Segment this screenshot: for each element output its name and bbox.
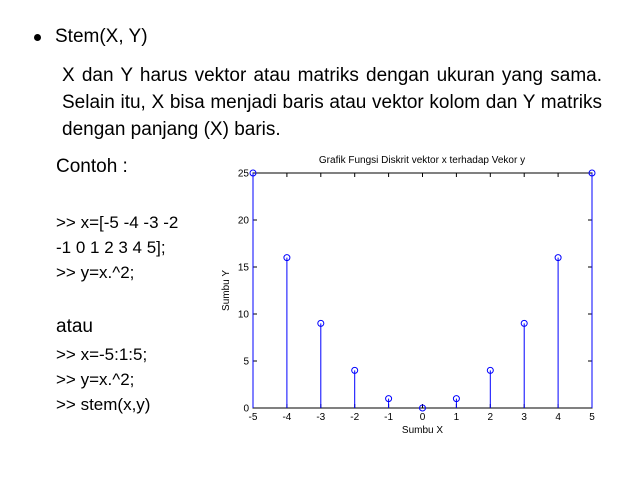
x-axis-label: Sumbu X (401, 425, 444, 436)
x-tick-label: -4 (282, 412, 292, 423)
code-block-2 (56, 342, 150, 417)
x-tick-label: 5 (589, 412, 595, 423)
code-block-1 (56, 210, 178, 285)
y-tick-label: 5 (243, 356, 249, 368)
description-paragraph: X dan Y harus vektor atau matriks dengan ukuran yang sama. Selain itu, X bisa menjadi baris atau vektor kolom dan Y matriks dengan panjang (X) baris. (62, 65, 602, 140)
x-tick-label: -3 (316, 412, 326, 423)
bullet-text: Stem(X, Y) (55, 26, 148, 47)
x-tick-label: -1 (384, 412, 394, 423)
code-line: >> stem(x,y) (56, 395, 151, 414)
bullet-dot-icon (34, 34, 41, 41)
x-tick-label: 3 (521, 412, 527, 423)
chart-title: Grafik Fungsi Diskrit vektor x terhadap Vekor y (318, 155, 526, 166)
y-tick-label: 15 (237, 262, 249, 274)
y-tick-label: 20 (237, 215, 249, 227)
x-tick-label: 0 (419, 412, 426, 423)
stem-chart (212, 152, 612, 442)
code-line: >> x=[-5 -4 -3 -2 (56, 213, 179, 232)
code-line: >> x=-5:1:5; (56, 345, 148, 364)
code-line: -1 0 1 2 3 4 5]; (56, 238, 166, 257)
plot-area (253, 173, 592, 408)
example-label: Contoh : (56, 156, 128, 177)
x-tick-label: 1 (453, 412, 460, 423)
alt-label: atau (56, 316, 93, 337)
code-line: >> y=x.^2; (56, 370, 135, 389)
code-line: >> y=x.^2; (56, 263, 135, 282)
x-tick-label: -5 (248, 412, 258, 423)
y-axis-label: Sumbu Y (221, 270, 232, 311)
x-tick-label: -2 (350, 412, 360, 423)
y-tick-label: 25 (237, 168, 249, 180)
y-tick-label: 0 (243, 403, 249, 415)
bullet-item (34, 26, 148, 48)
x-tick-label: 2 (487, 412, 494, 423)
x-tick-label: 4 (555, 412, 561, 423)
y-tick-label: 10 (237, 309, 249, 321)
